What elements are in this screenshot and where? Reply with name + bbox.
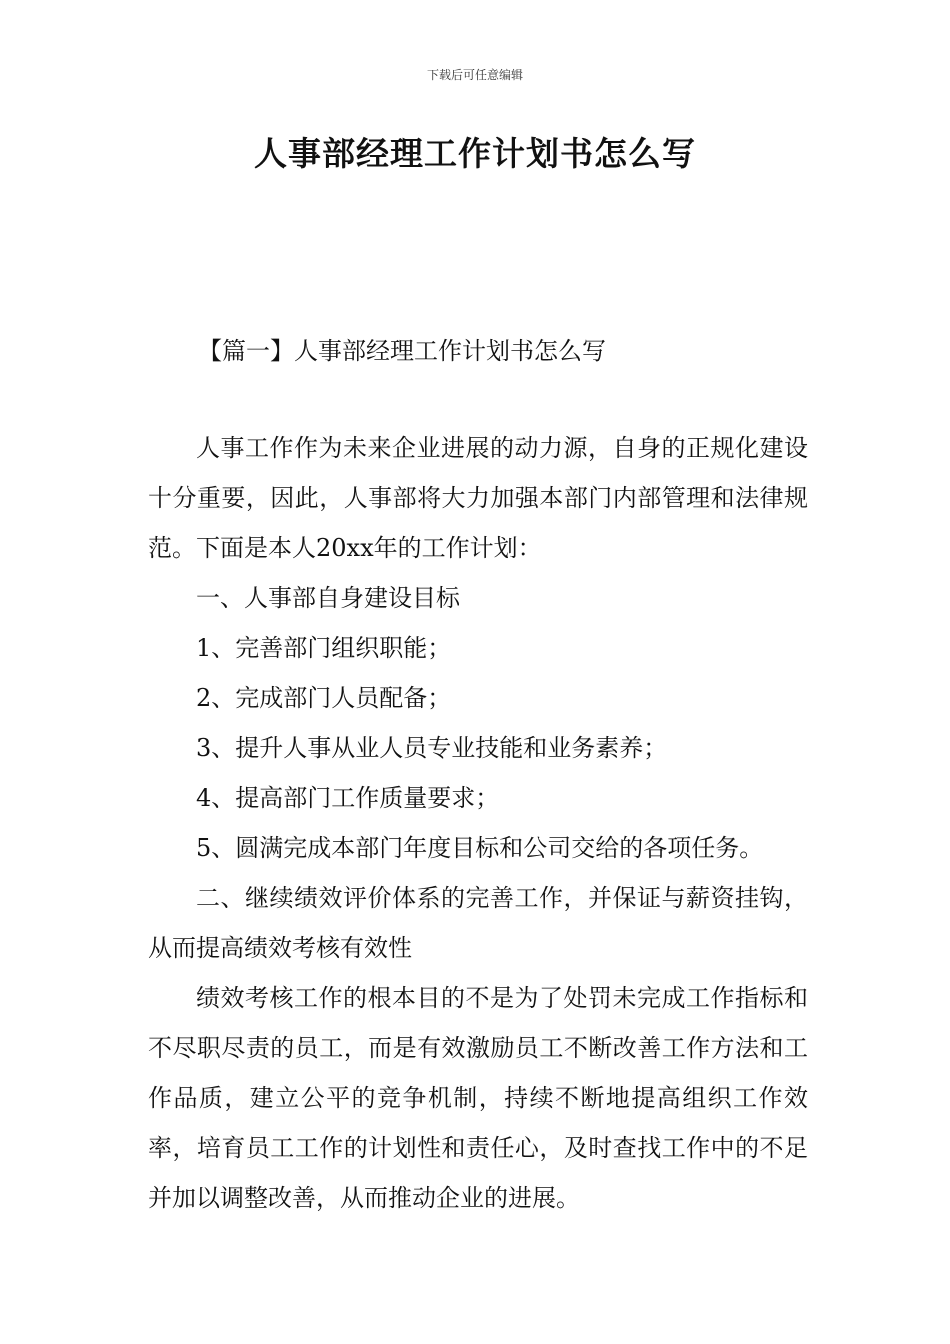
list-item-4: 4、提高部门工作质量要求； <box>196 784 500 812</box>
paragraph-performance: 绩效考核工作的根本目的不是为了处罚未完成工作指标和不尽职尽责的员工，而是有效激励员工不断改善工作方法和工作品质，建立公平的竞争机制，持续不断地提高组织工作效率，培育员工工作的计划性和责任心，及时查找工作中的不足并加以调整改善，从而推动企业的进展。 <box>148 984 808 1212</box>
list-item-1: 1、完善部门组织职能； <box>196 634 452 662</box>
heading-section-1: 一、人事部自身建设目标 <box>196 584 460 612</box>
document-body <box>148 423 808 1223</box>
list-item-2: 2、完成部门人员配备； <box>196 684 452 712</box>
section-heading: 【篇一】人事部经理工作计划书怎么写 <box>198 337 606 365</box>
paragraph-intro: 人事工作作为未来企业进展的动力源，自身的正规化建设十分重要，因此，人事部将大力加强本部门内部管理和法律规范。下面是本人20xx年的工作计划： <box>148 434 808 562</box>
heading-section-2: 二、继续绩效评价体系的完善工作，并保证与薪资挂钩，从而提高绩效考核有效性 <box>148 884 808 962</box>
header-note: 下载后可任意编辑 <box>426 68 523 82</box>
document-title: 人事部经理工作计划书怎么写 <box>254 134 696 173</box>
list-item-3: 3、提升人事从业人员专业技能和业务素养； <box>196 734 668 762</box>
list-item-5: 5、圆满完成本部门年度目标和公司交给的各项任务。 <box>196 834 764 862</box>
